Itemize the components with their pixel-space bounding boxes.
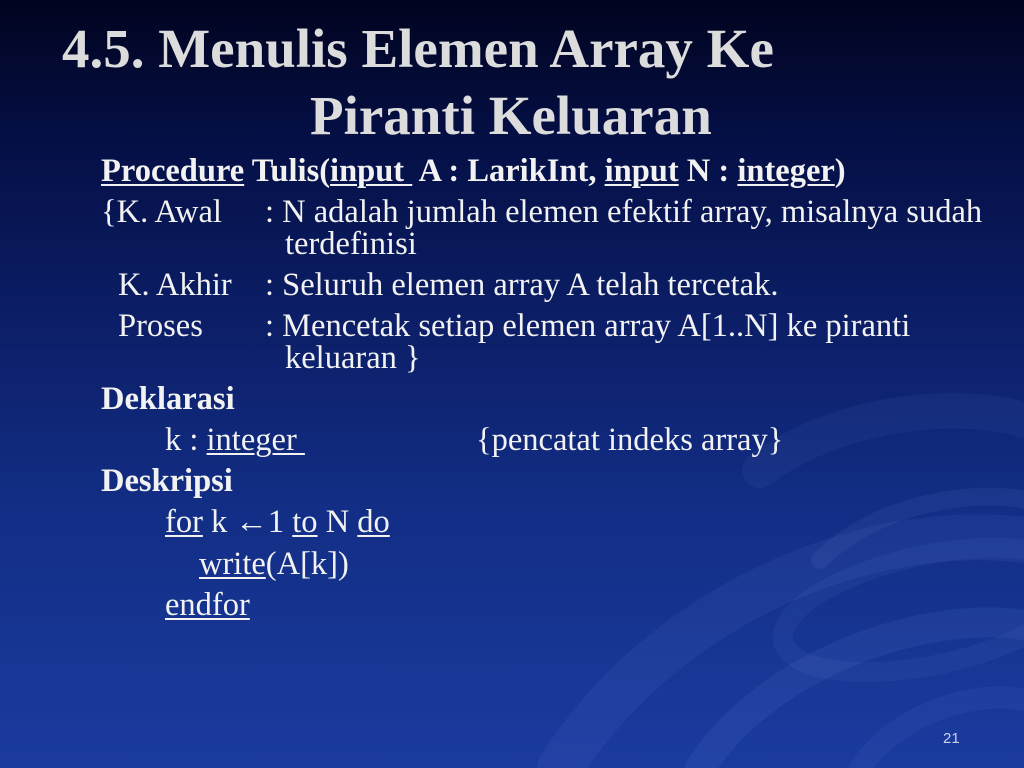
param2-mode-keyword: input (604, 153, 679, 189)
final-state-text: : Seluruh elemen array A telah tercetak. (265, 267, 779, 303)
variable-type-keyword: integer (206, 422, 305, 458)
variable-comment: {pencatat indeks array} (476, 422, 784, 458)
for-limit: N (317, 504, 358, 540)
write-arguments: (A[k]) (265, 546, 349, 582)
procedure-keyword: Procedure (101, 153, 245, 189)
procedure-header (101, 155, 846, 187)
variable-name: k : (165, 422, 207, 458)
param2-declaration: N : (678, 153, 738, 189)
process-label: Proses (118, 308, 203, 344)
process-text-continued: keluaran } (285, 340, 421, 376)
to-keyword: to (292, 504, 318, 540)
slide-title-line-2: Piranti Keluaran (310, 85, 712, 146)
endfor-keyword: endfor (165, 587, 250, 623)
write-statement (199, 548, 349, 580)
for-initializer: k ←1 (202, 504, 293, 540)
param1-declaration: A : LarikInt, (412, 153, 605, 189)
declarations-heading: Deklarasi (101, 381, 235, 417)
process-text: : Mencetak setiap elemen array A[1..N] ke piranti (265, 308, 911, 344)
procedure-name: Tulis( (244, 153, 331, 189)
variable-declaration (165, 424, 305, 456)
slide-title-line-1: 4.5. Menulis Elemen Array Ke (62, 18, 774, 79)
for-keyword: for (165, 504, 203, 540)
description-heading: Deskripsi (101, 463, 233, 499)
page-number: 21 (943, 730, 960, 747)
for-statement (165, 506, 390, 538)
initial-state-text: : N adalah jumlah elemen efektif array, misalnya sudah (265, 194, 983, 230)
final-state-label: K. Akhir (118, 267, 232, 303)
endfor-statement (165, 589, 250, 621)
initial-state-text-continued: terdefinisi (285, 226, 417, 262)
param2-type-keyword: integer (737, 153, 835, 189)
initial-state-label: {K. Awal (101, 194, 222, 230)
param1-mode-keyword: input (330, 153, 413, 189)
do-keyword: do (357, 504, 390, 540)
procedure-close-paren: ) (834, 153, 846, 189)
write-keyword: write (199, 546, 266, 582)
